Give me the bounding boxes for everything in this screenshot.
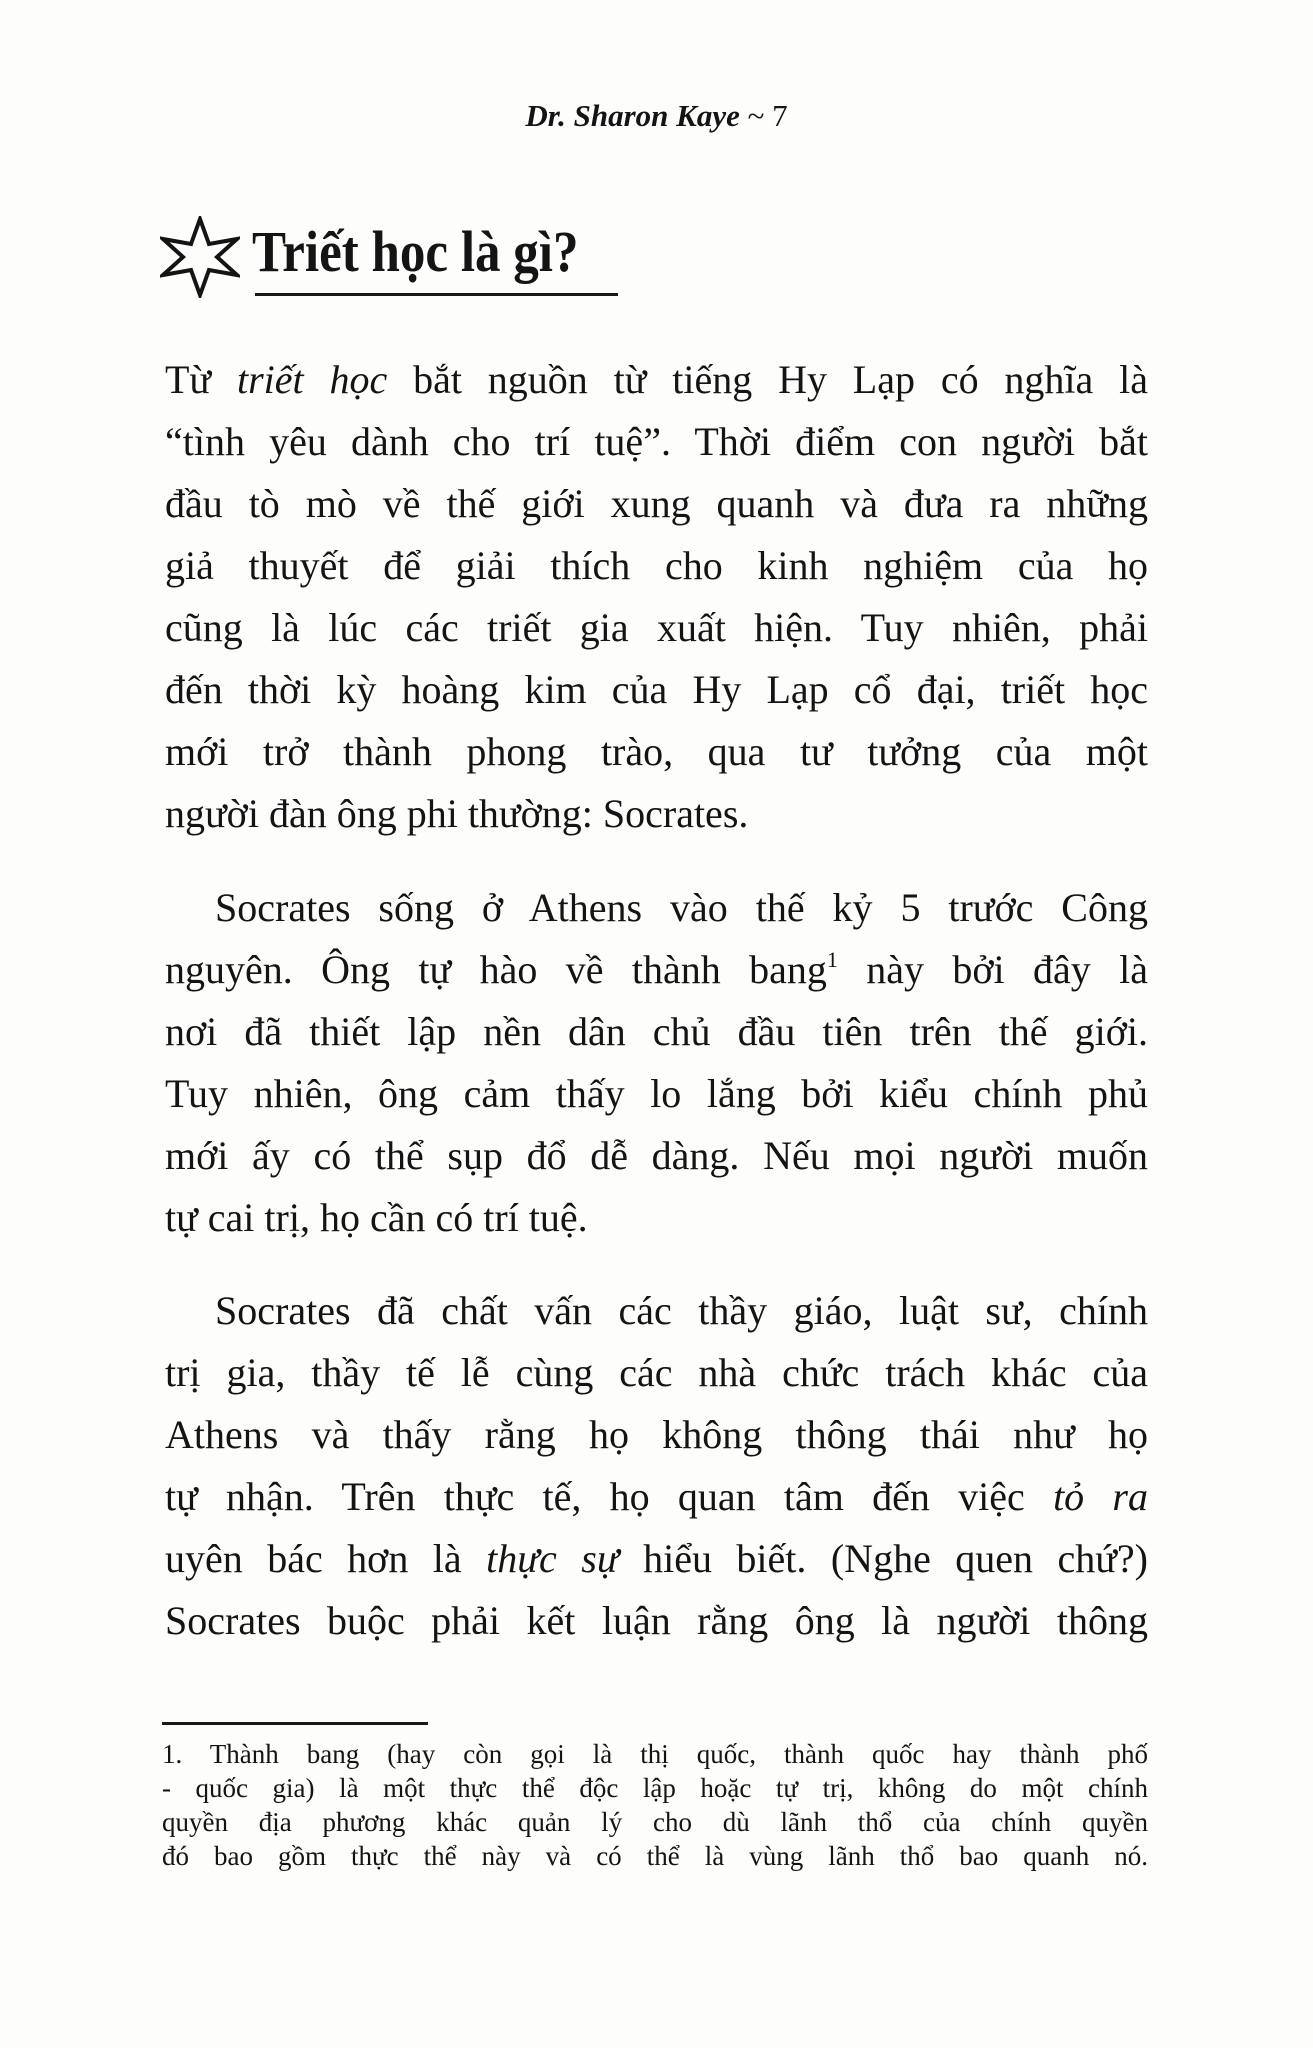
text-run: nguyên. Ông tự hào về thành bang (165, 947, 827, 992)
text-line: người đàn ông phi thường: Socrates. (165, 791, 749, 836)
text-line: cũng là lúc các triết gia xuất hiện. Tuy nhiên, phải (165, 605, 1148, 650)
text-line: Socrates đã chất vấn các thầy giáo, luật sư, chính (215, 1288, 1148, 1333)
page-number: 7 (772, 98, 788, 133)
text-line: Socrates buộc phải kết luận rằng ông là người thông (165, 1598, 1148, 1643)
running-head (0, 96, 1313, 136)
italic-term: triết học (236, 357, 388, 402)
text-run: tự nhận. Trên thực tế, họ quan tâm đến việc (165, 1474, 1054, 1519)
footnote-line: quyền địa phương khác quản lý cho dù lãnh thổ của chính quyền (162, 1807, 1148, 1837)
footnote-line: 1. Thành bang (hay còn gọi là thị quốc, thành quốc hay thành phố (162, 1739, 1148, 1769)
text-run: uyên bác hơn là (165, 1536, 487, 1581)
text-line: trị gia, thầy tế lễ cùng các nhà chức trách khác của (165, 1350, 1148, 1395)
footnote-line: - quốc gia) là một thực thể độc lập hoặc tự trị, không do một chính (162, 1773, 1148, 1803)
running-head-separator: ~ (739, 98, 773, 133)
text-run: Từ (165, 357, 237, 402)
text-line: Athens và thấy rằng họ không thông thái như họ (165, 1412, 1148, 1457)
text-line (165, 946, 1148, 994)
text-line: Tuy nhiên, ông cảm thấy lo lắng bởi kiểu chính phủ (165, 1071, 1148, 1116)
text-line: giả thuyết để giải thích cho kinh nghiệm của họ (165, 543, 1148, 588)
text-line: mới trở thành phong trào, qua tư tưởng của một (165, 729, 1148, 774)
text-run: hiểu biết. (Nghe quen chứ?) (618, 1536, 1148, 1581)
text-run: bắt nguồn từ tiếng Hy Lạp có nghĩa là (387, 357, 1149, 402)
italic-term: tỏ ra (1053, 1474, 1149, 1519)
text-line: “tình yêu dành cho trí tuệ”. Thời điểm con người bắt (165, 419, 1148, 464)
text-run: này bởi đây là (837, 947, 1149, 992)
text-line: đến thời kỳ hoàng kim của Hy Lạp cổ đại, triết học (165, 667, 1148, 712)
footnote-separator (162, 1722, 428, 1725)
text-line: Socrates sống ở Athens vào thế kỷ 5 trước Công (215, 885, 1148, 930)
footnote-reference[interactable]: 1 (826, 947, 838, 972)
text-line (165, 1473, 1148, 1521)
text-line (165, 1535, 1148, 1583)
heading-underline (255, 293, 618, 296)
footnote-line: đó bao gồm thực thể này và có thể là vùng lãnh thổ bao quanh nó. (162, 1841, 1148, 1871)
section-title: Triết học là gì? (252, 219, 579, 284)
italic-term: thực sự (486, 1536, 619, 1581)
text-line: đầu tò mò về thế giới xung quanh và đưa ra những (165, 481, 1148, 526)
running-head-author: Dr. Sharon Kaye (525, 98, 740, 133)
text-line: nơi đã thiết lập nền dân chủ đầu tiên trên thế giới. (165, 1009, 1148, 1054)
text-line: tự cai trị, họ cần có trí tuệ. (165, 1195, 588, 1240)
text-line: mới ấy có thể sụp đổ dễ dàng. Nếu mọi người muốn (165, 1133, 1148, 1178)
text-line (165, 356, 1148, 404)
six-pointed-star-icon (160, 216, 240, 298)
